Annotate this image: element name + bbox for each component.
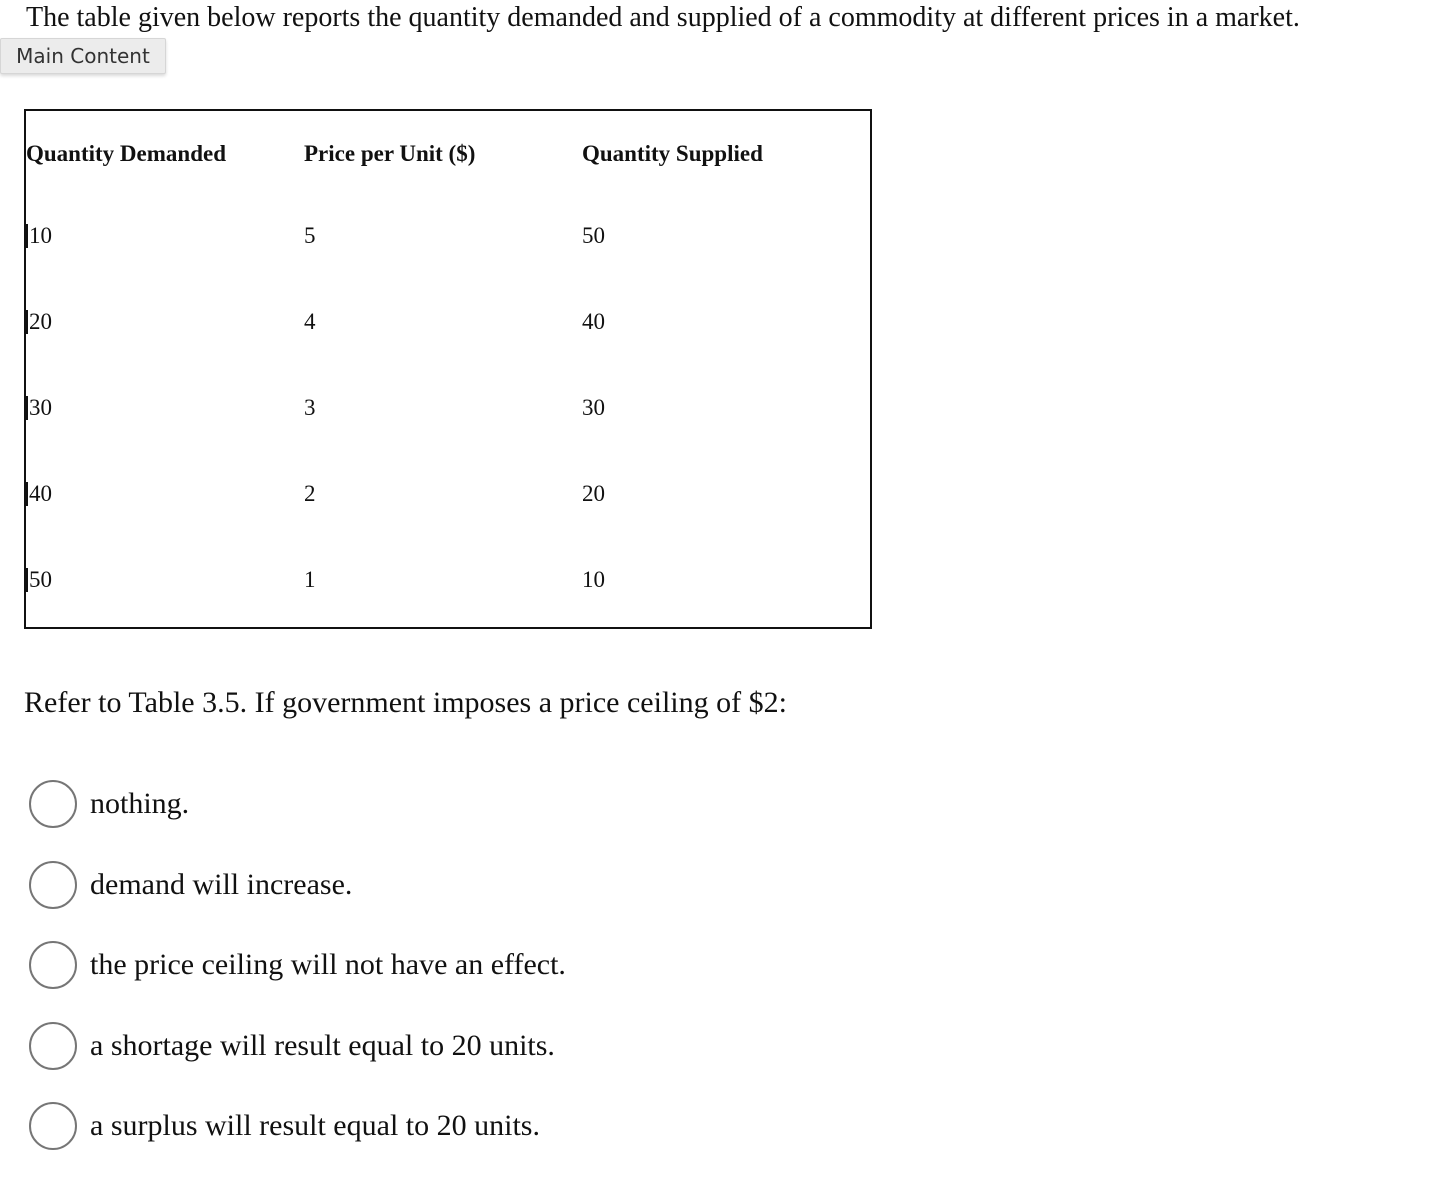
cell-quantity-demanded: 40 [26, 451, 304, 537]
cell-quantity-demanded: 10 [26, 193, 304, 279]
table-row [26, 193, 870, 279]
option-label[interactable]: nothing. [90, 787, 190, 820]
radio-button[interactable] [29, 780, 77, 828]
option-label[interactable]: demand will increase. [90, 867, 353, 901]
header-quantity-demanded: Quantity Demanded [26, 141, 226, 166]
radio-button[interactable] [29, 1022, 77, 1070]
cell-price: 2 [304, 481, 316, 506]
cell-quantity-demanded: 50 [26, 537, 304, 623]
cell-quantity-supplied: 10 [582, 567, 605, 592]
supply-demand-table [24, 109, 872, 629]
question-text: Refer to Table 3.5. If government imposes a price ceiling of $2: [24, 686, 787, 719]
cell-quantity-supplied: 20 [582, 481, 605, 506]
radio-button[interactable] [29, 1102, 77, 1150]
main-content-skip-link[interactable]: Main Content [0, 38, 166, 74]
table-header-row [26, 111, 870, 193]
option-label[interactable]: a shortage will result equal to 20 units. [90, 1028, 555, 1062]
table-row [26, 537, 870, 623]
option-label[interactable]: the price ceiling will not have an effect. [90, 948, 566, 981]
header-price-per-unit: Price per Unit ($) [304, 141, 476, 166]
cell-quantity-demanded: 30 [26, 365, 304, 451]
cell-price: 3 [304, 395, 316, 420]
option-label[interactable]: a surplus will result equal to 20 units. [90, 1109, 540, 1142]
cell-price: 5 [304, 223, 316, 248]
cell-quantity-supplied: 30 [582, 395, 605, 420]
header-quantity-supplied: Quantity Supplied [582, 141, 763, 166]
cell-quantity-supplied: 50 [582, 223, 605, 248]
radio-button[interactable] [29, 861, 77, 909]
cell-price: 4 [304, 309, 316, 334]
cell-quantity-supplied: 40 [582, 309, 605, 334]
cell-quantity-demanded: 20 [26, 279, 304, 365]
radio-button[interactable] [29, 941, 77, 989]
cell-price: 1 [304, 567, 316, 592]
intro-text: The table given below reports the quantity demanded and supplied of a commodity at different prices in a market. [26, 2, 1300, 33]
table-row [26, 279, 870, 365]
table-row [26, 365, 870, 451]
table-row [26, 451, 870, 537]
